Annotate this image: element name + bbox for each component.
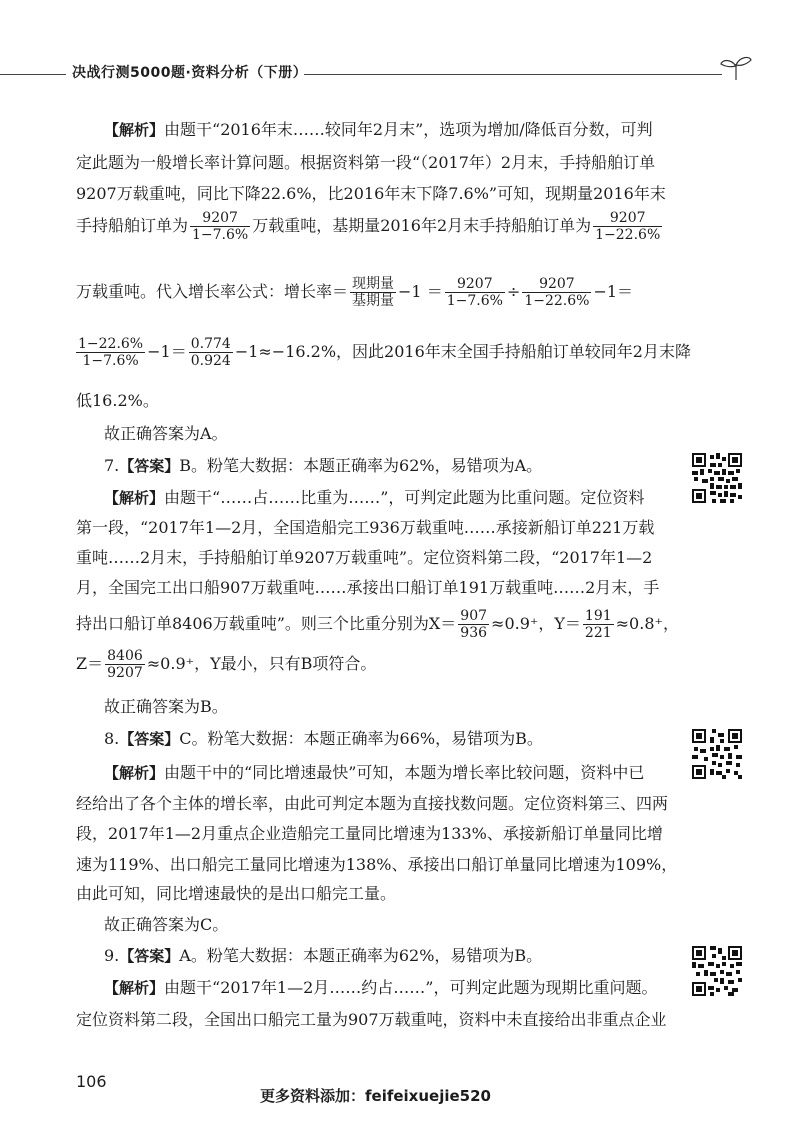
fraction-denominator: 1−7.6% [446, 293, 503, 309]
fraction-numerator: 8406 [107, 648, 143, 664]
q6-conclusion: 故正确答案为A。 [104, 424, 228, 443]
fraction-denominator: 1−22.6% [524, 293, 590, 309]
fraction-denominator: 936 [460, 625, 488, 641]
q7-answer [104, 456, 694, 476]
q8-answer [104, 729, 694, 749]
q8-analysis-line-2: 经给出了各个主体的增长率，由此可判定本题为直接找数问题。定位资料第三、四两 [76, 794, 669, 813]
q7-text: ≈0.9⁺，Y＝ [491, 614, 581, 633]
fraction-numerator: 1−22.6% [78, 336, 144, 352]
q6-text: −1 ＝ [398, 282, 443, 301]
fraction-numerator: 0.774 [190, 336, 231, 352]
q9-text: 由题干“2017年1—2月……约占……”，可判定此题为现期比重问题。 [164, 978, 658, 997]
footer-note: 更多资料添加：feifeixuejie520 [260, 1087, 491, 1105]
fraction-denominator: 9207 [107, 665, 143, 681]
q6-text: 手持船舶订单为 [76, 216, 189, 235]
q7-analysis-line-5 [76, 608, 679, 641]
analysis-label: 【解析】 [104, 121, 165, 139]
qr-code-icon[interactable] [692, 453, 742, 503]
answer-text: A。粉笔大数据：本题正确率为62%，易错项为B。 [179, 946, 543, 965]
fraction-numerator: 191 [584, 608, 612, 624]
fraction [522, 276, 591, 309]
fraction [593, 210, 662, 243]
q8-conclusion: 故正确答案为C。 [104, 915, 229, 934]
fraction-denominator: 基期量 [352, 293, 395, 309]
qr-code-icon[interactable] [692, 729, 742, 779]
qr-code-icon[interactable] [692, 946, 742, 996]
q7-conclusion: 故正确答案为B。 [104, 697, 228, 716]
q7-text: ≈0.9⁺，Y最小，只有B项符合。 [146, 654, 377, 673]
fraction-denominator: 1−22.6% [595, 227, 661, 243]
fraction-numerator: 9207 [593, 210, 662, 227]
q7-text: Z＝ [76, 654, 104, 673]
q6-analysis-line-6 [76, 336, 691, 369]
q6-text: −1＝ [593, 282, 634, 301]
running-header [0, 62, 800, 92]
question-number: 9. [104, 946, 120, 965]
q9-analysis-line-1 [104, 978, 694, 998]
analysis-label: 【解析】 [104, 764, 165, 782]
question-number: 7. [104, 456, 120, 475]
q6-analysis-line-2: 定此题为一般增长率计算问题。根据资料第一段“（2017年）2月末，手持船舶订单 [76, 153, 656, 172]
q8-analysis-line-1 [104, 763, 694, 783]
fraction [76, 336, 145, 369]
answer-label: 【答案】 [119, 947, 180, 965]
answer-text: C。粉笔大数据：本题正确率为66%，易错项为B。 [179, 729, 543, 748]
fraction-numerator: 9207 [522, 276, 591, 293]
answer-label: 【答案】 [119, 730, 180, 748]
q7-analysis-line-2: 第一段，“2017年1—2月，全国造船完工936万载重吨……承接新船订单221万载 [76, 518, 655, 537]
q6-analysis-line-5 [76, 276, 666, 309]
q6-analysis-line-7: 低16.2%。 [76, 391, 159, 410]
q6-text: 由题干“2016年末……较同年2月末”，选项为增加/降低百分数，可判 [164, 120, 653, 139]
q6-text: −1＝ [147, 342, 187, 361]
header-rule-right [304, 74, 722, 75]
fraction-denominator: 221 [584, 625, 612, 641]
q9-analysis-line-2: 定位资料第二段，全国出口船完工量为907万载重吨，资料中未直接给出非重点企业 [76, 1010, 667, 1029]
fraction-denominator: 1−7.6% [192, 227, 249, 243]
q6-text: −1≈−16.2%，因此2016年末全国手持船舶订单较同年2月末降 [234, 342, 691, 361]
q8-analysis-line-5: 由此可知，同比增速最快的是出口船完工量。 [76, 884, 397, 903]
fraction-denominator: 1−7.6% [82, 353, 139, 369]
analysis-label: 【解析】 [104, 979, 165, 997]
fraction [189, 336, 233, 369]
fraction [190, 210, 250, 243]
fraction-numerator: 9207 [190, 210, 250, 227]
q8-analysis-line-4: 速为119%、出口船完工量同比增速为138%、承接出口船订单量同比增速为109%， [76, 855, 678, 874]
q6-text: 万载重吨，基期量2016年2月末手持船舶订单为 [252, 216, 592, 235]
q6-analysis-line-3: 9207万载重吨，同比下降22.6%，比2016年末下降7.6%”可知，现期量2016年末 [76, 184, 666, 203]
header-title: 决战行测5000题·资料分析（下册） [72, 65, 308, 81]
q7-analysis-line-4: 月，全国完工出口船907万载重吨……承接出口船订单191万载重吨……2月末，手 [76, 578, 660, 597]
fraction [445, 276, 505, 309]
fraction-numerator: 907 [460, 608, 488, 624]
q7-analysis-line-1 [104, 488, 694, 508]
header-rule-left [0, 74, 66, 75]
fraction-numerator: 9207 [445, 276, 505, 293]
analysis-label: 【解析】 [104, 489, 165, 507]
q7-text: 由题干“……占……比重为……”，可判定此题为比重问题。定位资料 [164, 488, 645, 507]
fraction [350, 276, 396, 309]
q6-analysis-line-4 [76, 210, 666, 243]
q8-analysis-line-3: 段，2017年1—2月重点企业造船完工量同比增速为133%、承接新船订单量同比增 [76, 824, 663, 843]
q7-analysis-line-3: 重吨……2月末，手持船舶订单9207万载重吨”。定位资料第二段，“2017年1—2 [76, 548, 653, 567]
fraction [583, 608, 614, 641]
fraction [105, 648, 145, 681]
fraction [458, 608, 489, 641]
question-number: 8. [104, 729, 120, 748]
q7-analysis-line-6 [76, 648, 666, 681]
page-number: 106 [76, 1072, 107, 1091]
sprout-icon [718, 54, 754, 82]
q6-text: ÷ [506, 282, 521, 301]
answer-label: 【答案】 [119, 457, 180, 475]
fraction-denominator: 0.924 [190, 353, 231, 369]
q6-text: 万载重吨。代入增长率公式：增长率＝ [76, 282, 349, 301]
fraction-numerator: 现期量 [352, 276, 395, 292]
q8-text: 由题干中的“同比增速最快”可知，本题为增长率比较问题，资料中已 [164, 763, 645, 782]
q7-text: ≈0.8⁺， [615, 614, 679, 633]
q9-answer [104, 946, 694, 966]
answer-text: B。粉笔大数据：本题正确率为62%，易错项为A。 [179, 456, 543, 475]
q7-text: 持出口船订单8406万载重吨”。则三个比重分别为X＝ [76, 614, 457, 633]
q6-analysis-line-1 [104, 120, 694, 140]
